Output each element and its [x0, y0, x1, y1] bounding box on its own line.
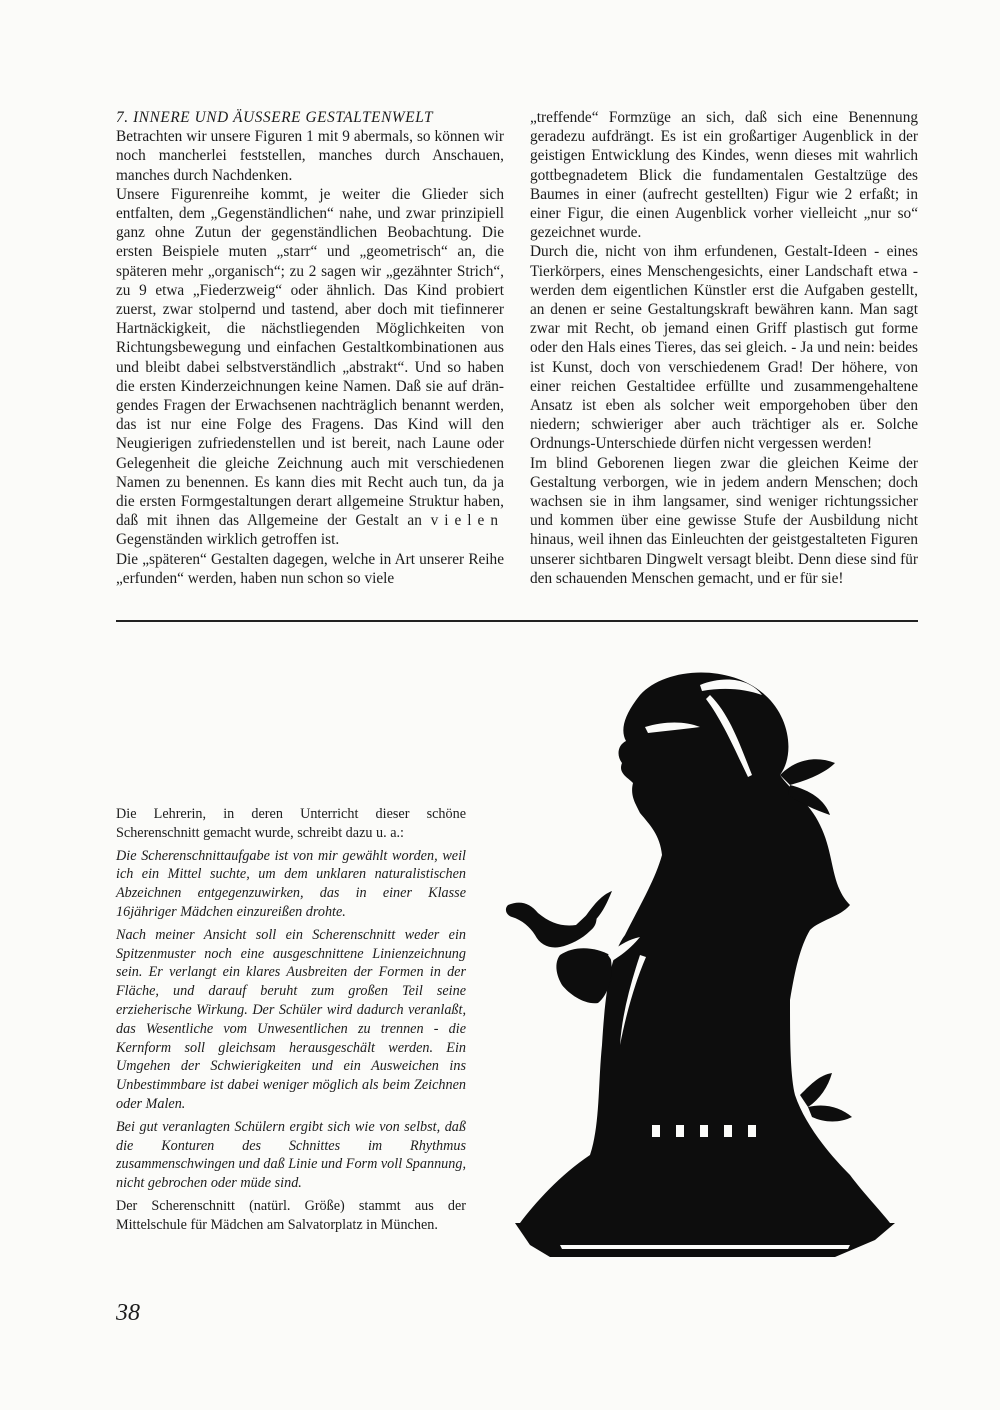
left-text-column — [116, 108, 504, 588]
left-paragraph-2 — [116, 185, 504, 550]
right-text-column — [530, 108, 918, 588]
figure-caption — [116, 805, 466, 1239]
right-paragraph-1: „treffende“ Formzüge an sich, daß sich eine Benennung geradezu aufdrängt. Es ist ein großartiger Augenblick in der geistigen Entwicklung des Kindes, wenn dieses mit wahrlich gottbegnadetem Blick die fundamentalen Gestaltzüge des Baumes in einer (aufrecht gestellten) Figur wie 2 erfaßt; in einer Figur, die einen Augenblick vorher vielleicht „nur so“ gezeichnet wurde. — [530, 109, 918, 242]
right-paragraph-3: Im blind Geborenen liegen zwar die gleichen Keime der Gestaltung verborgen, wie in jedem andern Menschen; doch wachsen sie in ihm langsamer, sind weniger richtungssicher und kommen über eine gewisse Stufe der Ausbildung nicht hinaus, weil ihnen das Einleuchten der geistgestalteten Figuren unserer sichtbaren Dingwelt versagt bleibt. Denn diese sind für den schauenden Menschen gemacht, und er für sie! — [530, 454, 918, 587]
left-paragraph-1: Betrachten wir unsere Figuren 1 mit 9 abermals, so können wir noch mancherlei feststellen, manches durch Anschauen, manches durch Nachdenken. — [116, 128, 504, 184]
caption-quote-3: Bei gut veranlagten Schülern ergibt sich wie von selbst, daß die Konturen des Schnittes im Rhythmus zusammenschwingen und daß Linie und Form voll Spannung, nicht gebrochen oder müde sind. — [116, 1118, 466, 1192]
caption-intro: Die Lehrerin, in deren Unterricht dieser schöne Scherenschnitt gemacht wurde, schreibt dazu u. a.: — [116, 806, 466, 841]
caption-source: Der Scherenschnitt (natürl. Größe) stammt aus der Mittelschule für Mädchen am Salvatorplatz in München. — [116, 1197, 466, 1233]
spaced-word: vielen — [430, 512, 504, 530]
left-paragraph-2-part-a: Unsere Figurenreihe kommt, je weiter die Glieder sich entfalten, dem „Gegenständlichen“ nahe, und zwar prinzipiell ganz ohne Zutun der gegenständlichen Beobachtung. Die ersten Beispiele muten „starr“ und „geometrisch“ an, die späteren mehr „organisch“; zu 2 sagen wir „gezähnter Strich“, zu 9 etwa „Fiederzweig“ oder ähnlich. Das Kind probiert zuerst, zwar stolpernd und tastend, aber doch mit tiefinnerer Hartnäckigkeit, die nächstliegenden Möglichkeiten von Richtungsbewegung und einfachen Gestaltkombinationen aus und bleibt dabei selbstverständlich „abstrakt“. Und so haben die ersten Kinderzeichnungen keine Namen. Daß sie auf drängendes Fragen der Erwachsenen nachträglich benannt werden, das ist nur eine Folge des Fragens. Das Kind will den Neugierigen zufriedenstellen und ist bereit, nach Laune oder Gelegenheit die gleiche Zeichnung auch mit verschiedenen Namen zu benennen. Es kann dies mit Recht auch tun, da ja die ersten Formgestaltungen derart allgemeine Struktur haben, daß mit ihnen das Allgemeine der Gestalt an — [116, 185, 504, 530]
right-paragraph-2: Durch die, nicht von ihm erfundenen, Gestalt-Ideen - eines Tierkörpers, eines Menschengesichts, einer Landschaft etwa - werden dem eigentlichen Künstler erst die Aufgaben gestellt, an denen er seine Gestaltungskraft bewähren kann. Man sagt zwar mit Recht, ob jemand einen Griff plastisch gut forme oder den Hals eines Tieres, das sei gleich. - Ja und nein: beides ist Kunst, doch von verschiedenem Grad! Der höhere, von einer reichen Gestaltidee erfüllte und zusammengehaltene Ansatz ist eben als solcher weit emporgehoben über den niedern; schwieriger aber auch trächtiger als er. Solche Ordnungs-Unterschiede dürfen nicht vergessen werden! — [530, 243, 918, 453]
section-heading: 7. INNERE UND ÄUSSERE GESTALTENWELT — [116, 109, 434, 126]
left-paragraph-2-part-b: Gegenständen wirklich getroffen ist. — [116, 531, 340, 549]
page-number: 38 — [116, 1300, 140, 1326]
caption-quote-2: Nach meiner Ansicht soll ein Scherenschnitt weder ein Spitzenmuster noch eine ausgeschnittene Linienzeichnung sein. Er verlangt ein klares Ausbreiten der Formen in der Fläche, und darauf beruht zum großen Teil seine erzieherische Wirkung. Der Schüler wird dadurch veranlaßt, das Wesentliche vom Unwesentlichen zu trennen - die Kernform soll gleichsam herausgeschält werden. Ein Umgehen der Schwierigkeiten und ein Ausweichen ins Unbestimmbare ist dabei weniger möglich als beim Zeichnen oder Malen. — [116, 926, 466, 1112]
paper-cut-silhouette-image — [490, 655, 920, 1295]
caption-quote-1: Die Scherenschnittaufgabe ist von mir gewählt worden, weil ich ein Mittel suchte, um dem unklaren naturalistischen Abzeichnen entgegenzuwirken, das in einer Klasse 16jähriger Mädchen einzureißen drohte. — [116, 847, 466, 920]
horizontal-divider — [116, 620, 918, 622]
left-paragraph-3: Die „späteren“ Gestalten dagegen, welche in Art unserer Reihe „erfunden“ werden, haben nun schon so viele — [116, 550, 504, 587]
